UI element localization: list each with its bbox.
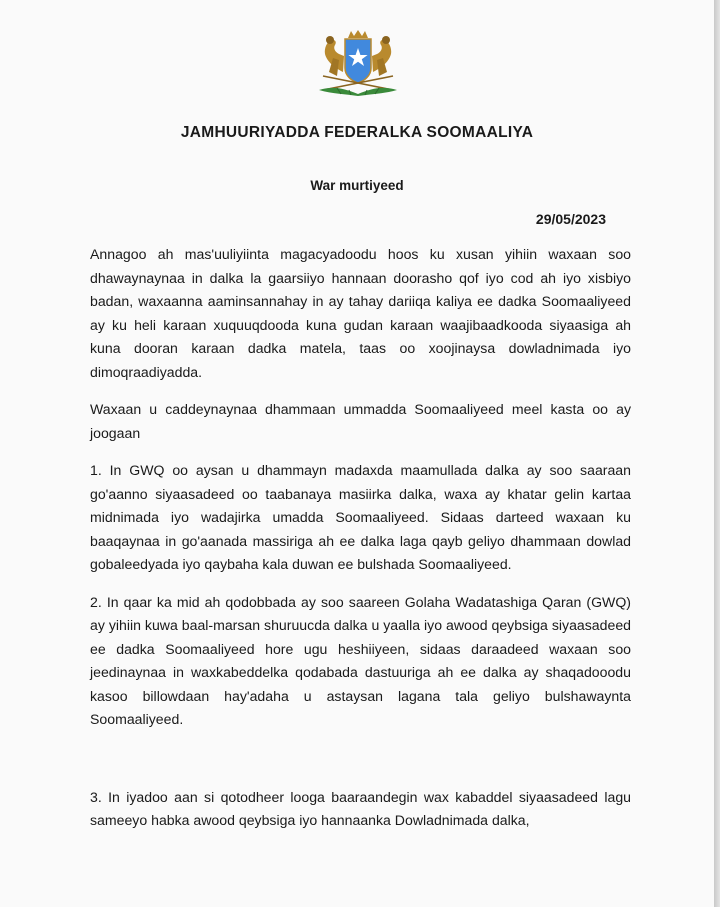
country-heading: JAMHUURIYADDA FEDERALKA SOOMAALIYA xyxy=(180,124,534,141)
document-body xyxy=(90,243,631,833)
paragraph-point-2: 2. In qaar ka mid ah qodobbada ay soo saareen Golaha Wadatashiga Qaran (GWQ) ay yihiin kuwa baal-marsan shuruucda dalka u yaalla iyo awood qeybsiga siyaasadeed ee dadka Soomaaliyeed hore ugu heshiiyeen, sidaas daraadeed waxaan soo jeedinaynaa in waxkabeddelka qodabada dastuuriga ah ee dalka ay shaqadooodu kasoo billowdaan hay'adaha u astaysan lagana tala geliyo bulshawaynta Soomaaliyeed. xyxy=(90,593,631,727)
paragraph-point-3: 3. In iyadoo aan si qotodheer looga baaraandegin wax kabaddel siyaasadeed lagu sameeyo habka awood qeybsiga iyo hannaanka Dowladnimada dalka, xyxy=(90,788,631,828)
document-type: War murtiyeed xyxy=(310,178,404,193)
paragraph-declaration: Waxaan u caddeynaynaa dhammaan ummadda Soomaaliyeed meel kasta oo ay joogaan xyxy=(90,401,631,441)
paragraph-intro: Annagoo ah mas'uuliyiinta magacyadoodu hoos ku xusan yihiin waxaan soo dhawaynaynaa in dalka la gaarsiiyo hannaan doorasho qof iyo cod ah iyo xisbiyo badan, waxaanna aaminsannahay in ay tahay dariiqa kaliya ee dadka Soomaaliyeed ay ku heli karaan xuquuqdooda kuna gudan karaan waajibaadkooda siyaasiga ah kuna dooran karaan dadka matela, taas oo xoojinaysa dowladnimada iyo dimoqraadiyadda. xyxy=(90,246,631,380)
document-date: 29/05/2023 xyxy=(535,211,606,227)
page-edge-shadow xyxy=(714,0,720,907)
somalia-coat-of-arms-icon xyxy=(313,28,403,98)
paragraph-point-1: 1. In GWQ oo aysan u dhammayn madaxda maamullada dalka ay soo saaraan go'aanno siyaasadeed oo taabanaya masiirka dalka, waxa ay khatar gelin kartaa midnimada iyo wadajirka umadda Soomaaliyeed. Sidaas darteed waxaan ku baaqaynaa in go'aanada massiriga ah ee dalka laga qayb geliyo dhammaan dowlad gobaleedyada iyo qaybaha kala duwan ee bulshada Soomaaliyeed. xyxy=(90,462,631,572)
